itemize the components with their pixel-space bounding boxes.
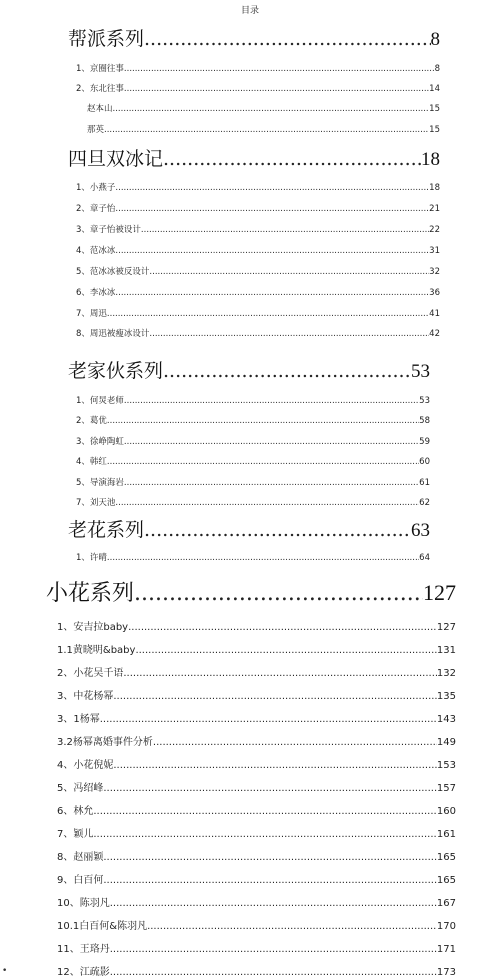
entry-label: 5、导演海岩 — [76, 478, 124, 488]
dot-leader — [141, 225, 429, 235]
dot-leader — [144, 519, 411, 541]
section-title: 帮派系列 — [68, 28, 145, 50]
entry-page-number: 135 — [436, 691, 456, 702]
dot-leader — [93, 806, 437, 817]
entry-label: 1、小燕子 — [76, 183, 116, 193]
entry-page-number: 165 — [436, 852, 456, 863]
entry-label: 3.2杨幂离婚事件分析 — [57, 737, 153, 748]
entry-label: 3、徐峥陶虹 — [76, 437, 124, 447]
entry-page-number: 157 — [436, 783, 456, 794]
toc-entry[interactable] — [76, 244, 440, 256]
entry-label: 1、何炅老师 — [76, 396, 124, 406]
toc-section-heading[interactable] — [68, 356, 430, 383]
dot-leader — [107, 553, 419, 563]
entry-label: 1.1黄晓明&baby — [57, 645, 136, 656]
document-title: 目录 — [240, 6, 259, 16]
entry-page-number: 41 — [429, 309, 440, 319]
toc-entry[interactable] — [76, 62, 440, 74]
entry-label: 3、1杨幂 — [57, 714, 100, 725]
dot-leader — [149, 329, 429, 339]
dot-leader — [103, 875, 437, 886]
entry-page-number: 53 — [419, 396, 430, 406]
entry-page-number: 160 — [436, 806, 456, 817]
toc-entry[interactable] — [57, 687, 456, 702]
dot-leader — [110, 898, 437, 909]
dot-leader — [163, 148, 421, 170]
dot-leader — [124, 396, 419, 406]
entry-label: 10、陈羽凡 — [57, 898, 110, 909]
section-title: 老家伙系列 — [68, 360, 164, 382]
section-page-number: 18 — [421, 149, 440, 170]
entry-label: 2、东北往事 — [76, 84, 124, 94]
dot-leader — [115, 246, 429, 256]
entry-page-number: 15 — [429, 104, 440, 114]
entry-label: 12、江疏影 — [57, 967, 110, 978]
dot-leader — [147, 921, 437, 932]
entry-page-number: 32 — [429, 267, 440, 277]
dot-leader — [128, 622, 437, 633]
toc-entry[interactable] — [76, 394, 430, 406]
toc-entry[interactable] — [57, 848, 456, 863]
entry-label: 2、葛优 — [76, 416, 107, 426]
dot-leader — [153, 737, 437, 748]
entry-label: 7、颖儿 — [57, 829, 94, 840]
toc-entry[interactable] — [76, 435, 430, 447]
entry-page-number: 62 — [419, 498, 430, 508]
entry-page-number: 132 — [436, 668, 456, 679]
entry-page-number: 153 — [436, 760, 456, 771]
dot-leader — [110, 944, 437, 955]
entry-page-number: 42 — [429, 329, 440, 339]
entry-label: 6、林允 — [57, 806, 94, 817]
entry-page-number: 173 — [436, 967, 456, 978]
entry-page-number: 143 — [436, 714, 456, 725]
dot-leader — [107, 309, 429, 319]
dot-leader — [103, 783, 437, 794]
entry-page-number: 22 — [429, 225, 440, 235]
entry-label: 1、安吉拉baby — [57, 622, 129, 633]
toc-entry[interactable] — [57, 894, 456, 909]
dot-leader — [93, 829, 437, 840]
dot-leader — [113, 691, 437, 702]
entry-label: 9、白百何 — [57, 875, 104, 886]
toc-entry[interactable] — [76, 551, 430, 563]
toc-entry[interactable] — [57, 641, 456, 656]
toc-entry[interactable] — [57, 779, 456, 794]
section-page-number: 127 — [423, 580, 456, 605]
dot-leader — [124, 478, 419, 488]
entry-page-number: 161 — [436, 829, 456, 840]
section-title: 四旦双冰记 — [68, 148, 164, 170]
dot-leader — [100, 714, 437, 725]
toc-entry[interactable] — [76, 202, 440, 214]
toc-entry[interactable] — [76, 496, 430, 508]
toc-entry[interactable] — [76, 476, 430, 488]
toc-entry[interactable] — [76, 307, 440, 319]
entry-label: 10.1白百何&陈羽凡 — [57, 921, 148, 932]
entry-page-number: 167 — [436, 898, 456, 909]
dot-leader — [113, 104, 430, 114]
toc-entry[interactable] — [57, 940, 456, 955]
entry-label: 11、王珞丹 — [57, 944, 110, 955]
entry-label: 1、许晴 — [76, 553, 107, 563]
toc-entry[interactable] — [87, 102, 440, 114]
entry-label: 4、小花倪妮 — [57, 760, 114, 771]
toc-entry[interactable] — [76, 82, 440, 94]
toc-section-heading[interactable] — [68, 144, 440, 171]
entry-page-number: 21 — [429, 204, 440, 214]
toc-entry[interactable] — [57, 710, 456, 725]
dot-leader — [124, 84, 429, 94]
toc-entry[interactable] — [76, 223, 440, 235]
dot-leader — [149, 267, 429, 277]
dot-leader — [115, 204, 429, 214]
dot-leader — [123, 668, 437, 679]
entry-label: 8、周迅被瘦冰设计 — [76, 329, 150, 339]
entry-page-number: 60 — [419, 457, 430, 467]
entry-page-number: 64 — [419, 553, 430, 563]
entry-page-number: 14 — [429, 84, 440, 94]
entry-label: 1、京圈往事 — [76, 64, 124, 74]
dot-leader — [104, 125, 429, 135]
dot-leader — [124, 437, 419, 447]
dot-leader — [103, 852, 437, 863]
section-page-number: 63 — [411, 520, 430, 541]
entry-page-number: 18 — [429, 183, 440, 193]
entry-page-number: 15 — [429, 125, 440, 135]
entry-label: 那英 — [87, 125, 105, 135]
toc-entry[interactable] — [57, 871, 456, 886]
entry-page-number: 58 — [419, 416, 430, 426]
entry-page-number: 59 — [419, 437, 430, 447]
toc-entry[interactable] — [76, 265, 440, 277]
entry-page-number: 165 — [436, 875, 456, 886]
toc-entry[interactable] — [57, 917, 456, 932]
toc-section-heading[interactable] — [68, 24, 440, 51]
entry-page-number: 131 — [436, 645, 456, 656]
dot-leader — [124, 64, 435, 74]
entry-page-number: 149 — [436, 737, 456, 748]
entry-label: 赵本山 — [87, 104, 113, 114]
entry-page-number: 31 — [429, 246, 440, 256]
toc-entry[interactable] — [76, 455, 430, 467]
toc-entry[interactable] — [57, 664, 456, 679]
entry-page-number: 127 — [436, 622, 456, 633]
dot-leader — [110, 967, 437, 978]
dot-leader — [135, 645, 436, 656]
section-page-number: 8 — [430, 29, 440, 50]
toc-entry[interactable] — [76, 181, 440, 193]
dot-leader — [163, 360, 411, 382]
dot-leader — [107, 457, 419, 467]
entry-label: 5、范冰冰被反设计 — [76, 267, 150, 277]
entry-page-number: 8 — [434, 64, 440, 74]
dot-leader — [115, 498, 419, 508]
toc-entry[interactable] — [57, 825, 456, 840]
entry-page-number: 36 — [429, 288, 440, 298]
dot-leader — [144, 28, 430, 50]
dot-leader — [113, 760, 437, 771]
entry-page-number: 170 — [436, 921, 456, 932]
entry-page-number: 171 — [436, 944, 456, 955]
entry-label: 3、中花杨幂 — [57, 691, 114, 702]
toc-entry[interactable] — [57, 756, 456, 771]
entry-page-number: 61 — [419, 478, 430, 488]
toc-entry[interactable] — [57, 963, 456, 978]
entry-label: 8、赵丽颖 — [57, 852, 104, 863]
dot-leader — [107, 416, 419, 426]
entry-label: 6、李冰冰 — [76, 288, 116, 298]
toc-entry[interactable] — [57, 802, 456, 817]
toc-entry[interactable] — [57, 733, 456, 748]
entry-label: 2、章子怡 — [76, 204, 116, 214]
list-bullet-mark: • — [2, 966, 8, 976]
toc-entry[interactable] — [76, 414, 430, 426]
toc-section-heading[interactable] — [46, 576, 456, 607]
entry-label: 7、周迅 — [76, 309, 107, 319]
entry-label: 2、小花吴千语 — [57, 668, 124, 679]
entry-label: 7、刘天池 — [76, 498, 116, 508]
entry-label: 4、韩红 — [76, 457, 107, 467]
entry-label: 3、章子怡被设计 — [76, 225, 141, 235]
dot-leader — [115, 183, 429, 193]
entry-label: 5、冯绍峰 — [57, 783, 104, 794]
dot-leader — [115, 288, 429, 298]
toc-entry[interactable] — [76, 327, 440, 339]
toc-section-heading[interactable] — [68, 515, 430, 542]
section-title: 小花系列 — [46, 581, 135, 606]
toc-entry[interactable] — [87, 123, 440, 135]
section-title: 老花系列 — [68, 519, 145, 541]
toc-entry[interactable] — [57, 618, 456, 633]
section-page-number: 53 — [411, 361, 430, 382]
toc-entry[interactable] — [76, 286, 440, 298]
entry-label: 4、范冰冰 — [76, 246, 116, 256]
dot-leader — [134, 581, 423, 606]
